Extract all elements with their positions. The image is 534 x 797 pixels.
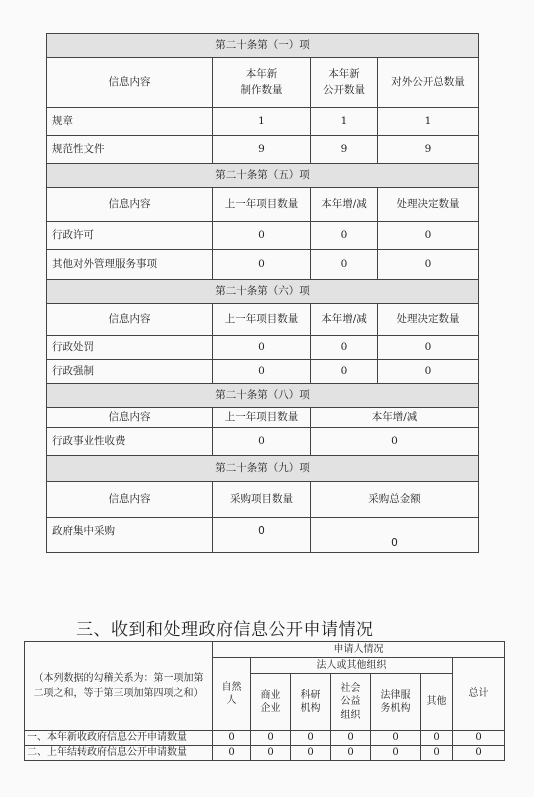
cell-value: 0 [378, 222, 479, 250]
cell-value: 0 [251, 731, 291, 746]
cell-value: 1 [213, 108, 311, 136]
row-label: 行政处罚 [47, 336, 213, 360]
cell-value: 0 [213, 250, 311, 280]
cell-value: 0 [378, 360, 479, 384]
cell-value: 0 [213, 336, 311, 360]
column-header: 处理决定数量 [378, 188, 479, 222]
row-label: 行政事业性收费 [47, 428, 213, 456]
row-label: 政府集中采购 [47, 518, 213, 553]
column-header: 信息内容 [47, 188, 213, 222]
section-title: 第二十条第（五）项 [47, 164, 479, 188]
section-title: 第二十条第（九）项 [47, 456, 479, 482]
cell-value: 0 [311, 518, 479, 553]
column-header: 采购项目数量 [213, 482, 311, 518]
column-header: 本年新 公开数量 [311, 58, 378, 108]
cell-value: 0 [213, 222, 311, 250]
cell-value: 0 [213, 518, 311, 553]
cell-value: 0 [251, 746, 291, 761]
column-header: 对外公开总数量 [378, 58, 479, 108]
column-header: 上一年项目数量 [213, 188, 311, 222]
cell-value: 9 [378, 136, 479, 164]
row-label: 二、上年结转政府信息公开申请数量 [25, 746, 213, 761]
column-header: 信息内容 [47, 304, 213, 336]
column-header: 法律服 务机构 [371, 674, 421, 731]
column-header: 本年增/减 [311, 304, 378, 336]
cell-value: 0 [311, 336, 378, 360]
cell-value: 0 [421, 746, 453, 761]
cell-value: 1 [311, 108, 378, 136]
column-header: 科研 机构 [291, 674, 331, 731]
section-title: 第二十条第（六）项 [47, 280, 479, 304]
cell-value: 0 [213, 360, 311, 384]
column-header: 信息内容 [47, 482, 213, 518]
applicant-header: 申请人情况 [213, 642, 505, 658]
note-cell: （本列数据的勾稽关系为：第一项加第二项之和，等于第三项加第四项之和） [25, 642, 213, 731]
column-header: 本年增/减 [311, 188, 378, 222]
cell-value: 0 [291, 731, 331, 746]
cell-value: 0 [453, 731, 505, 746]
column-header: 商业 企业 [251, 674, 291, 731]
cell-value: 0 [378, 336, 479, 360]
cell-value: 0 [421, 731, 453, 746]
column-header: 处理决定数量 [378, 304, 479, 336]
cell-value: 0 [371, 746, 421, 761]
row-label: 规章 [47, 108, 213, 136]
application-table [24, 641, 505, 761]
column-header: 上一年项目数量 [213, 304, 311, 336]
cell-value: 0 [291, 746, 331, 761]
column-header: 采购总金额 [311, 482, 479, 518]
column-header: 信息内容 [47, 58, 213, 108]
cell-value: 0 [453, 746, 505, 761]
cell-value: 9 [311, 136, 378, 164]
row-label: 其他对外管理服务事项 [47, 250, 213, 280]
section-title: 第二十条第（一）项 [47, 34, 479, 58]
legal-org-header: 法人或其他组织 [251, 658, 453, 674]
disclosure-table [46, 33, 479, 553]
cell-value: 0 [371, 731, 421, 746]
cell-value: 0 [213, 731, 251, 746]
column-header: 上一年项目数量 [213, 408, 311, 428]
row-label: 行政强制 [47, 360, 213, 384]
column-header: 本年新 制作数量 [213, 58, 311, 108]
cell-value: 9 [213, 136, 311, 164]
row-label: 规范性文件 [47, 136, 213, 164]
column-header: 社会 公益 组织 [331, 674, 371, 731]
row-label: 行政许可 [47, 222, 213, 250]
cell-value: 0 [378, 250, 479, 280]
cell-value: 0 [311, 428, 479, 456]
column-header: 本年增/减 [311, 408, 479, 428]
total-header: 总计 [453, 658, 505, 731]
section-title: 第二十条第（八）项 [47, 384, 479, 408]
cell-value: 0 [213, 428, 311, 456]
cell-value: 0 [213, 746, 251, 761]
section-heading: 三、收到和处理政府信息公开申请情况 [76, 620, 374, 640]
natural-person-header: 自然 人 [213, 658, 251, 731]
cell-value: 0 [331, 746, 371, 761]
cell-value: 0 [311, 250, 378, 280]
cell-value: 0 [311, 222, 378, 250]
row-label: 一、本年新收政府信息公开申请数量 [25, 731, 213, 746]
column-header: 其他 [421, 674, 453, 731]
cell-value: 0 [311, 360, 378, 384]
cell-value: 0 [331, 731, 371, 746]
column-header: 信息内容 [47, 408, 213, 428]
cell-value: 1 [378, 108, 479, 136]
